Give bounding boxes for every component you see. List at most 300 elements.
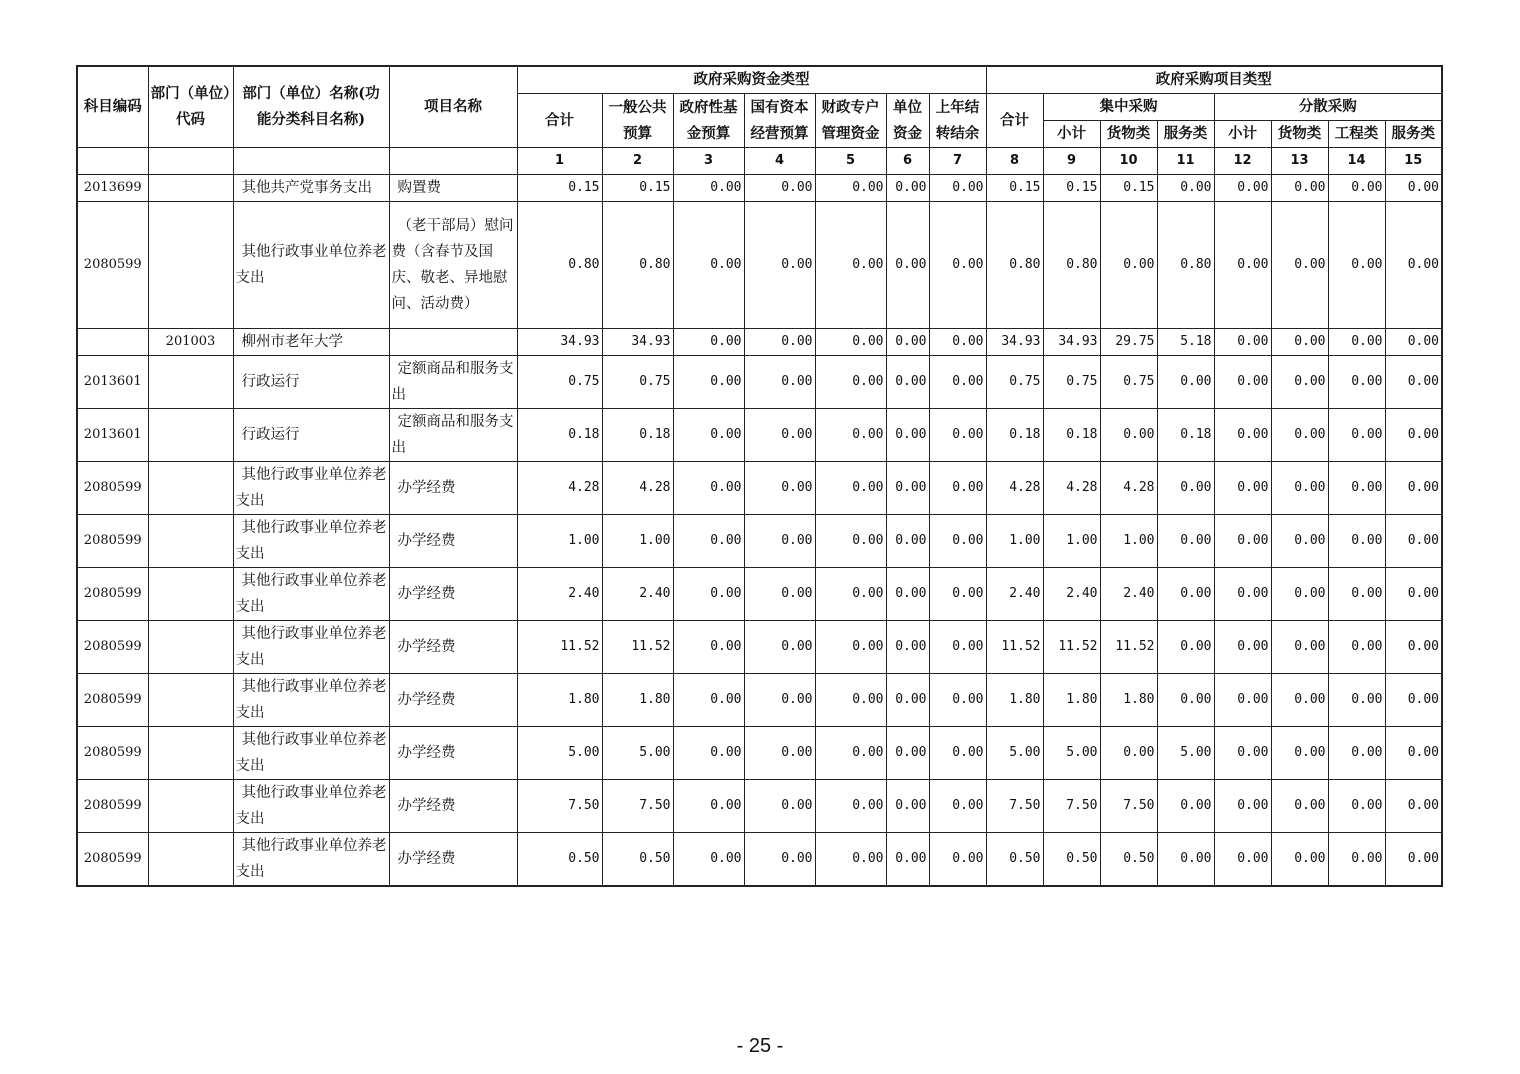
header-central-subtotal: 小计 bbox=[1043, 121, 1100, 148]
cell-value: 0.00 bbox=[1271, 833, 1328, 887]
cell-dept-code: 201003 bbox=[148, 329, 233, 356]
cell-value: 0.00 bbox=[744, 409, 815, 462]
cell-value: 0.00 bbox=[1271, 462, 1328, 515]
cell-value: 0.00 bbox=[1271, 175, 1328, 202]
cell-value: 34.93 bbox=[517, 329, 602, 356]
cell-value: 0.00 bbox=[1157, 175, 1214, 202]
cell-value: 0.15 bbox=[986, 175, 1043, 202]
cell-dept-name bbox=[233, 674, 389, 727]
header-capital-budget: 国有资本经营预算 bbox=[744, 94, 815, 148]
cell-value: 11.52 bbox=[602, 621, 673, 674]
cell-value: 0.00 bbox=[744, 202, 815, 329]
cell-project-text: 办学经费 bbox=[397, 692, 456, 708]
col-number: 1 bbox=[517, 148, 602, 175]
cell-project-text: 办学经费 bbox=[397, 480, 456, 496]
cell-value: 0.00 bbox=[1157, 780, 1214, 833]
cell-code: 2013601 bbox=[77, 356, 148, 409]
cell-value: 0.00 bbox=[886, 515, 929, 568]
cell-dept-name-text: 其他行政事业单位养老支出 bbox=[235, 838, 387, 880]
cell-value: 34.93 bbox=[986, 329, 1043, 356]
cell-value: 0.80 bbox=[602, 202, 673, 329]
cell-value: 0.50 bbox=[517, 833, 602, 887]
cell-value: 0.00 bbox=[1157, 621, 1214, 674]
cell-value: 0.00 bbox=[1271, 409, 1328, 462]
cell-code: 2013699 bbox=[77, 175, 148, 202]
header-number-row bbox=[77, 148, 1442, 175]
cell-value: 7.50 bbox=[1043, 780, 1100, 833]
col-number: 2 bbox=[602, 148, 673, 175]
cell-code: 2080599 bbox=[77, 621, 148, 674]
cell-dept-name-text: 其他行政事业单位养老支出 bbox=[235, 520, 387, 562]
cell-value: 0.00 bbox=[1214, 175, 1271, 202]
cell-value: 1.80 bbox=[1043, 674, 1100, 727]
cell-value: 0.00 bbox=[929, 329, 986, 356]
cell-value: 0.00 bbox=[1328, 409, 1385, 462]
cell-value: 0.50 bbox=[1043, 833, 1100, 887]
header-general-budget: 一般公共预算 bbox=[602, 94, 673, 148]
header-item-total: 合计 bbox=[986, 94, 1043, 148]
cell-value: 0.00 bbox=[1100, 202, 1157, 329]
cell-value: 0.00 bbox=[1214, 329, 1271, 356]
cell-value: 0.00 bbox=[744, 515, 815, 568]
cell-value: 1.00 bbox=[1100, 515, 1157, 568]
cell-value: 0.00 bbox=[929, 568, 986, 621]
cell-code: 2080599 bbox=[77, 568, 148, 621]
cell-dept-name-text: 其他行政事业单位养老支出 bbox=[235, 573, 387, 615]
cell-dept-name bbox=[233, 356, 389, 409]
cell-value: 0.00 bbox=[929, 833, 986, 887]
cell-value: 29.75 bbox=[1100, 329, 1157, 356]
cell-dept-name-text: 行政运行 bbox=[241, 427, 300, 443]
cell-value: 0.50 bbox=[602, 833, 673, 887]
cell-value: 0.00 bbox=[1157, 833, 1214, 887]
cell-value: 0.00 bbox=[929, 175, 986, 202]
cell-dept-name-text: 其他共产党事务支出 bbox=[241, 180, 372, 196]
cell-value: 4.28 bbox=[602, 462, 673, 515]
cell-value: 0.00 bbox=[673, 202, 744, 329]
cell-value: 1.80 bbox=[986, 674, 1043, 727]
cell-dept-name bbox=[233, 833, 389, 887]
cell-value: 0.00 bbox=[815, 329, 886, 356]
cell-value: 0.00 bbox=[1328, 329, 1385, 356]
cell-code: 2080599 bbox=[77, 674, 148, 727]
cell-value: 0.00 bbox=[1214, 727, 1271, 780]
cell-value: 4.28 bbox=[1100, 462, 1157, 515]
cell-value: 0.00 bbox=[929, 202, 986, 329]
table-row bbox=[77, 356, 1442, 409]
col-number: 4 bbox=[744, 148, 815, 175]
cell-value: 0.75 bbox=[986, 356, 1043, 409]
cell-value: 0.00 bbox=[1328, 356, 1385, 409]
col-number: 15 bbox=[1385, 148, 1442, 175]
header-unit-fund: 单位资金 bbox=[886, 94, 929, 148]
cell-value: 0.00 bbox=[1271, 674, 1328, 727]
cell-value: 0.80 bbox=[1043, 202, 1100, 329]
col-number: 8 bbox=[986, 148, 1043, 175]
cell-value: 0.00 bbox=[1271, 202, 1328, 329]
cell-value: 0.00 bbox=[815, 409, 886, 462]
col-number: 5 bbox=[815, 148, 886, 175]
cell-dept-code bbox=[148, 175, 233, 202]
cell-value: 0.15 bbox=[1043, 175, 1100, 202]
header-carryover: 上年结转结余 bbox=[929, 94, 986, 148]
col-number: 3 bbox=[673, 148, 744, 175]
cell-value: 0.00 bbox=[673, 674, 744, 727]
cell-value: 0.18 bbox=[986, 409, 1043, 462]
cell-value: 0.00 bbox=[1385, 462, 1442, 515]
cell-value: 34.93 bbox=[1043, 329, 1100, 356]
cell-project bbox=[389, 621, 517, 674]
cell-value: 0.00 bbox=[673, 780, 744, 833]
col-number: 9 bbox=[1043, 148, 1100, 175]
cell-code: 2080599 bbox=[77, 833, 148, 887]
cell-dept-code bbox=[148, 409, 233, 462]
cell-project bbox=[389, 674, 517, 727]
cell-value: 0.00 bbox=[1328, 462, 1385, 515]
cell-value: 1.00 bbox=[1043, 515, 1100, 568]
cell-value: 0.00 bbox=[673, 568, 744, 621]
cell-value: 0.00 bbox=[886, 409, 929, 462]
cell-value: 0.00 bbox=[1385, 202, 1442, 329]
col-number: 12 bbox=[1214, 148, 1271, 175]
cell-project-text: 办学经费 bbox=[397, 639, 456, 655]
header-central-services: 服务类 bbox=[1157, 121, 1214, 148]
cell-value: 0.00 bbox=[1385, 409, 1442, 462]
col-number: 7 bbox=[929, 148, 986, 175]
table-row bbox=[77, 175, 1442, 202]
cell-value: 34.93 bbox=[602, 329, 673, 356]
cell-value: 0.00 bbox=[673, 175, 744, 202]
cell-value: 0.75 bbox=[1043, 356, 1100, 409]
cell-dept-name-text: 其他行政事业单位养老支出 bbox=[235, 467, 387, 509]
cell-value: 0.00 bbox=[815, 202, 886, 329]
header-code: 科目编码 bbox=[77, 66, 148, 148]
cell-value: 1.80 bbox=[517, 674, 602, 727]
cell-value: 1.00 bbox=[602, 515, 673, 568]
cell-value: 0.00 bbox=[929, 780, 986, 833]
cell-value: 5.00 bbox=[517, 727, 602, 780]
cell-value: 0.00 bbox=[1214, 462, 1271, 515]
table-header bbox=[77, 66, 1442, 175]
cell-project-text: 办学经费 bbox=[397, 745, 456, 761]
cell-value: 0.00 bbox=[886, 621, 929, 674]
table-row bbox=[77, 621, 1442, 674]
cell-value: 0.00 bbox=[1328, 674, 1385, 727]
cell-value: 0.00 bbox=[744, 727, 815, 780]
cell-value: 0.00 bbox=[815, 833, 886, 887]
cell-dept-code bbox=[148, 621, 233, 674]
cell-value: 0.15 bbox=[602, 175, 673, 202]
cell-value: 1.80 bbox=[602, 674, 673, 727]
cell-value: 0.00 bbox=[673, 329, 744, 356]
cell-value: 0.00 bbox=[744, 621, 815, 674]
cell-value: 0.00 bbox=[1157, 356, 1214, 409]
table-row bbox=[77, 409, 1442, 462]
cell-value: 0.00 bbox=[1214, 780, 1271, 833]
cell-code: 2080599 bbox=[77, 780, 148, 833]
cell-value: 0.00 bbox=[673, 409, 744, 462]
cell-value: 0.00 bbox=[815, 356, 886, 409]
cell-dept-name bbox=[233, 175, 389, 202]
cell-dept-name bbox=[233, 202, 389, 329]
cell-value: 0.00 bbox=[1214, 409, 1271, 462]
page-number: - 25 - bbox=[736, 1035, 784, 1057]
cell-value: 0.00 bbox=[1328, 568, 1385, 621]
cell-dept-name-text: 其他行政事业单位养老支出 bbox=[235, 785, 387, 827]
cell-value: 0.15 bbox=[1100, 175, 1157, 202]
procurement-table bbox=[76, 65, 1443, 887]
cell-value: 0.00 bbox=[1328, 727, 1385, 780]
cell-dept-code bbox=[148, 356, 233, 409]
cell-value: 0.00 bbox=[886, 329, 929, 356]
cell-value: 0.00 bbox=[1214, 356, 1271, 409]
cell-project bbox=[389, 356, 517, 409]
cell-value: 0.00 bbox=[1385, 727, 1442, 780]
header-dept-code: 部门（单位）代码 bbox=[148, 66, 233, 148]
cell-value: 5.00 bbox=[1157, 727, 1214, 780]
col-number: 6 bbox=[886, 148, 929, 175]
col-number: 14 bbox=[1328, 148, 1385, 175]
cell-value: 0.00 bbox=[1328, 780, 1385, 833]
cell-dept-code bbox=[148, 202, 233, 329]
cell-value: 0.00 bbox=[1214, 568, 1271, 621]
cell-value: 0.00 bbox=[673, 462, 744, 515]
cell-value: 0.00 bbox=[1214, 674, 1271, 727]
cell-value: 0.80 bbox=[517, 202, 602, 329]
cell-value: 0.00 bbox=[886, 833, 929, 887]
table-row bbox=[77, 780, 1442, 833]
cell-value: 4.28 bbox=[517, 462, 602, 515]
header-item-group: 政府采购项目类型 bbox=[986, 66, 1442, 94]
cell-value: 0.00 bbox=[1157, 515, 1214, 568]
cell-value: 0.00 bbox=[1271, 727, 1328, 780]
cell-value: 1.80 bbox=[1100, 674, 1157, 727]
cell-value: 0.00 bbox=[1328, 621, 1385, 674]
cell-value: 0.00 bbox=[1157, 462, 1214, 515]
cell-value: 0.00 bbox=[1271, 568, 1328, 621]
cell-value: 0.00 bbox=[1214, 515, 1271, 568]
cell-dept-name bbox=[233, 727, 389, 780]
cell-value: 11.52 bbox=[1043, 621, 1100, 674]
cell-value: 0.00 bbox=[673, 356, 744, 409]
cell-value: 0.00 bbox=[1328, 515, 1385, 568]
cell-project-text: 定额商品和服务支出 bbox=[391, 414, 514, 456]
table-row bbox=[77, 515, 1442, 568]
cell-value: 0.00 bbox=[815, 621, 886, 674]
cell-value: 0.00 bbox=[1157, 674, 1214, 727]
table-row bbox=[77, 674, 1442, 727]
cell-value: 0.00 bbox=[744, 329, 815, 356]
cell-project bbox=[389, 833, 517, 887]
cell-project bbox=[389, 780, 517, 833]
cell-value: 0.75 bbox=[602, 356, 673, 409]
cell-code: 2080599 bbox=[77, 202, 148, 329]
cell-value: 0.00 bbox=[673, 727, 744, 780]
cell-value: 0.00 bbox=[929, 515, 986, 568]
cell-value: 11.52 bbox=[986, 621, 1043, 674]
cell-value: 0.00 bbox=[744, 833, 815, 887]
cell-project-text: 办学经费 bbox=[397, 798, 456, 814]
cell-value: 7.50 bbox=[986, 780, 1043, 833]
header-fund-budget: 政府性基金预算 bbox=[673, 94, 744, 148]
cell-value: 2.40 bbox=[517, 568, 602, 621]
header-dispersed-services: 服务类 bbox=[1385, 121, 1442, 148]
col-number: 13 bbox=[1271, 148, 1328, 175]
cell-value: 11.52 bbox=[1100, 621, 1157, 674]
cell-value: 0.00 bbox=[1328, 833, 1385, 887]
cell-value: 0.00 bbox=[1328, 175, 1385, 202]
cell-project bbox=[389, 175, 517, 202]
cell-value: 0.00 bbox=[886, 674, 929, 727]
cell-value: 2.40 bbox=[986, 568, 1043, 621]
cell-project-text: （老干部局）慰问费（含春节及国庆、敬老、异地慰问、活动费） bbox=[391, 218, 514, 312]
cell-value: 0.00 bbox=[815, 515, 886, 568]
cell-dept-name-text: 其他行政事业单位养老支出 bbox=[235, 626, 387, 668]
cell-value: 0.00 bbox=[1385, 329, 1442, 356]
cell-value: 0.50 bbox=[1100, 833, 1157, 887]
cell-project bbox=[389, 568, 517, 621]
col-number: 10 bbox=[1100, 148, 1157, 175]
cell-value: 0.00 bbox=[1271, 780, 1328, 833]
cell-value: 0.00 bbox=[1328, 202, 1385, 329]
cell-value: 0.00 bbox=[1271, 356, 1328, 409]
cell-value: 0.00 bbox=[744, 462, 815, 515]
cell-value: 5.18 bbox=[1157, 329, 1214, 356]
header-project: 项目名称 bbox=[389, 66, 517, 148]
cell-value: 0.18 bbox=[517, 409, 602, 462]
cell-project bbox=[389, 462, 517, 515]
cell-value: 4.28 bbox=[1043, 462, 1100, 515]
cell-value: 0.00 bbox=[886, 780, 929, 833]
cell-value: 0.00 bbox=[673, 515, 744, 568]
header-dispersed-works: 工程类 bbox=[1328, 121, 1385, 148]
cell-value: 0.00 bbox=[1100, 409, 1157, 462]
header-dispersed: 分散采购 bbox=[1214, 94, 1442, 121]
cell-dept-code bbox=[148, 515, 233, 568]
table-row bbox=[77, 329, 1442, 356]
cell-value: 0.00 bbox=[1157, 568, 1214, 621]
cell-dept-code bbox=[148, 568, 233, 621]
header-dispersed-subtotal: 小计 bbox=[1214, 121, 1271, 148]
cell-value: 0.00 bbox=[815, 568, 886, 621]
cell-value: 0.18 bbox=[1157, 409, 1214, 462]
cell-value: 1.00 bbox=[517, 515, 602, 568]
cell-value: 5.00 bbox=[602, 727, 673, 780]
cell-project bbox=[389, 515, 517, 568]
cell-value: 0.18 bbox=[1043, 409, 1100, 462]
header-fund-total: 合计 bbox=[517, 94, 602, 148]
cell-dept-name-text: 行政运行 bbox=[241, 374, 300, 390]
cell-dept-code bbox=[148, 833, 233, 887]
cell-value: 0.00 bbox=[1271, 621, 1328, 674]
cell-dept-code bbox=[148, 727, 233, 780]
cell-dept-code bbox=[148, 462, 233, 515]
cell-value: 0.00 bbox=[886, 568, 929, 621]
cell-dept-name-text: 柳州市老年大学 bbox=[241, 334, 343, 350]
table-row bbox=[77, 727, 1442, 780]
cell-value: 5.00 bbox=[986, 727, 1043, 780]
cell-value: 0.00 bbox=[1385, 515, 1442, 568]
cell-dept-name bbox=[233, 462, 389, 515]
cell-dept-name bbox=[233, 515, 389, 568]
cell-value: 0.75 bbox=[1100, 356, 1157, 409]
cell-value: 0.00 bbox=[1385, 674, 1442, 727]
cell-value: 0.75 bbox=[517, 356, 602, 409]
cell-value: 0.00 bbox=[886, 202, 929, 329]
header-central: 集中采购 bbox=[1043, 94, 1214, 121]
cell-value: 0.00 bbox=[886, 356, 929, 409]
cell-dept-code bbox=[148, 674, 233, 727]
table-row bbox=[77, 833, 1442, 887]
cell-project bbox=[389, 202, 517, 329]
cell-value: 0.15 bbox=[517, 175, 602, 202]
header-fund-group: 政府采购资金类型 bbox=[517, 66, 986, 94]
cell-code: 2080599 bbox=[77, 727, 148, 780]
cell-value: 0.00 bbox=[1385, 833, 1442, 887]
header-dispersed-goods: 货物类 bbox=[1271, 121, 1328, 148]
cell-dept-code bbox=[148, 780, 233, 833]
cell-value: 0.00 bbox=[815, 674, 886, 727]
cell-value: 0.00 bbox=[929, 462, 986, 515]
cell-value: 5.00 bbox=[1043, 727, 1100, 780]
col-number: 11 bbox=[1157, 148, 1214, 175]
cell-project-text: 办学经费 bbox=[397, 586, 456, 602]
cell-code: 2013601 bbox=[77, 409, 148, 462]
cell-value: 0.00 bbox=[1271, 515, 1328, 568]
cell-dept-name bbox=[233, 780, 389, 833]
table-row bbox=[77, 462, 1442, 515]
cell-value: 7.50 bbox=[1100, 780, 1157, 833]
cell-value: 0.00 bbox=[1385, 568, 1442, 621]
table-row bbox=[77, 568, 1442, 621]
cell-value: 0.00 bbox=[815, 780, 886, 833]
cell-value: 0.00 bbox=[815, 462, 886, 515]
cell-value: 0.00 bbox=[929, 409, 986, 462]
cell-project-text: 办学经费 bbox=[397, 851, 456, 867]
cell-project-text bbox=[392, 334, 398, 350]
cell-value: 0.00 bbox=[1385, 621, 1442, 674]
cell-value: 0.50 bbox=[986, 833, 1043, 887]
cell-value: 2.40 bbox=[1100, 568, 1157, 621]
cell-value: 2.40 bbox=[1043, 568, 1100, 621]
cell-value: 0.00 bbox=[1214, 202, 1271, 329]
cell-value: 0.00 bbox=[815, 175, 886, 202]
cell-code: 2080599 bbox=[77, 515, 148, 568]
cell-value: 11.52 bbox=[517, 621, 602, 674]
header-dept-name: 部门（单位）名称(功能分类科目名称) bbox=[233, 66, 389, 148]
cell-value: 4.28 bbox=[986, 462, 1043, 515]
cell-code: 2080599 bbox=[77, 462, 148, 515]
cell-dept-name bbox=[233, 568, 389, 621]
cell-dept-name-text: 其他行政事业单位养老支出 bbox=[235, 679, 387, 721]
cell-value: 0.00 bbox=[1385, 780, 1442, 833]
cell-dept-name bbox=[233, 621, 389, 674]
cell-value: 0.00 bbox=[744, 356, 815, 409]
cell-dept-name bbox=[233, 409, 389, 462]
cell-project bbox=[389, 727, 517, 780]
cell-project bbox=[389, 329, 517, 356]
header-special-account: 财政专户管理资金 bbox=[815, 94, 886, 148]
cell-dept-name-text: 其他行政事业单位养老支出 bbox=[235, 732, 387, 774]
cell-value: 0.00 bbox=[744, 674, 815, 727]
cell-project-text: 办学经费 bbox=[397, 533, 456, 549]
cell-value: 0.18 bbox=[602, 409, 673, 462]
cell-value: 0.00 bbox=[929, 727, 986, 780]
cell-value: 7.50 bbox=[517, 780, 602, 833]
cell-value: 0.00 bbox=[886, 462, 929, 515]
cell-dept-name bbox=[233, 329, 389, 356]
cell-value: 0.00 bbox=[744, 780, 815, 833]
